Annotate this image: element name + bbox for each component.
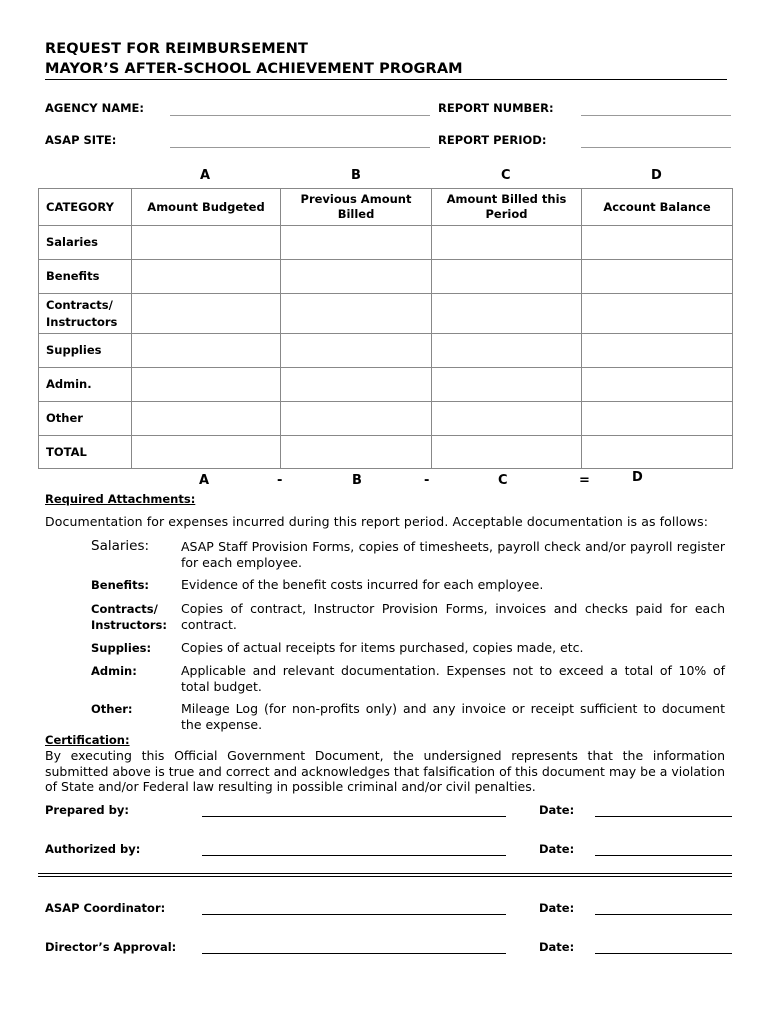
cell-admin-d[interactable] bbox=[582, 368, 733, 402]
table-header-row bbox=[39, 189, 733, 226]
authorized-by-date-line[interactable] bbox=[595, 855, 732, 856]
attachment-label-contracts: Contracts/ Instructors: bbox=[91, 602, 167, 632]
formula-c: C bbox=[498, 473, 508, 488]
divider-bottom-rule bbox=[38, 876, 732, 877]
cell-contracts-a[interactable] bbox=[132, 294, 281, 334]
cell-supplies-b[interactable] bbox=[281, 334, 432, 368]
row-label-total: TOTAL bbox=[39, 436, 132, 469]
asap-coordinator-signature-line[interactable] bbox=[202, 914, 506, 915]
cell-salaries-c[interactable] bbox=[432, 226, 582, 260]
cell-other-c[interactable] bbox=[432, 402, 582, 436]
agency-name-label: AGENCY NAME: bbox=[45, 101, 145, 115]
attachment-text-admin: Applicable and relevant documentation. Expenses not to exceed a total of 10% of total budget. bbox=[181, 663, 725, 694]
table-row bbox=[39, 402, 733, 436]
cell-total-d[interactable] bbox=[582, 436, 733, 469]
attachment-label-admin: Admin: bbox=[91, 664, 137, 678]
table-row bbox=[39, 334, 733, 368]
cell-contracts-b[interactable] bbox=[281, 294, 432, 334]
directors-approval-label: Director’s Approval: bbox=[45, 940, 177, 954]
formula-b: B bbox=[352, 473, 362, 488]
cell-other-a[interactable] bbox=[132, 402, 281, 436]
row-label-salaries: Salaries bbox=[39, 226, 132, 260]
column-letter-c: C bbox=[501, 168, 511, 183]
cell-supplies-a[interactable] bbox=[132, 334, 281, 368]
cell-total-b[interactable] bbox=[281, 436, 432, 469]
cell-supplies-c[interactable] bbox=[432, 334, 582, 368]
directors-approval-date-line[interactable] bbox=[595, 953, 732, 954]
cell-total-c[interactable] bbox=[432, 436, 582, 469]
cell-benefits-b[interactable] bbox=[281, 260, 432, 294]
cell-salaries-d[interactable] bbox=[582, 226, 733, 260]
certification-heading: Certification: bbox=[45, 733, 130, 747]
asap-coordinator-date-label: Date: bbox=[539, 901, 575, 915]
cell-supplies-d[interactable] bbox=[582, 334, 733, 368]
formula-a: A bbox=[199, 473, 210, 488]
table-row bbox=[39, 226, 733, 260]
row-label-supplies: Supplies bbox=[39, 334, 132, 368]
prepared-by-date-label: Date: bbox=[539, 803, 575, 817]
attachment-text-benefits: Evidence of the benefit costs incurred for each employee. bbox=[181, 577, 544, 592]
row-label-other: Other bbox=[39, 402, 132, 436]
row-label-admin: Admin. bbox=[39, 368, 132, 402]
header-previous-amount-billed: Previous Amount Billed bbox=[281, 189, 432, 226]
authorized-by-label: Authorized by: bbox=[45, 842, 141, 856]
header-amount-budgeted: Amount Budgeted bbox=[132, 189, 281, 226]
table-row bbox=[39, 260, 733, 294]
asap-site-label: ASAP SITE: bbox=[45, 133, 117, 147]
formula-minus-1: - bbox=[277, 473, 283, 488]
agency-name-field[interactable] bbox=[170, 115, 430, 116]
prepared-by-label: Prepared by: bbox=[45, 803, 129, 817]
header-account-balance: Account Balance bbox=[582, 189, 733, 226]
attachment-label-other: Other: bbox=[91, 702, 133, 716]
formula-d: D bbox=[632, 470, 643, 485]
required-attachments-heading: Required Attachments: bbox=[45, 492, 196, 506]
divider-top-rule bbox=[38, 873, 732, 874]
asap-coordinator-label: ASAP Coordinator: bbox=[45, 901, 166, 915]
attachment-label-salaries: Salaries: bbox=[91, 538, 150, 554]
prepared-by-signature-line[interactable] bbox=[202, 816, 506, 817]
report-period-label: REPORT PERIOD: bbox=[438, 133, 547, 147]
cell-total-a[interactable] bbox=[132, 436, 281, 469]
cell-other-b[interactable] bbox=[281, 402, 432, 436]
cell-admin-c[interactable] bbox=[432, 368, 582, 402]
formula-equals: = bbox=[579, 473, 590, 488]
cell-benefits-c[interactable] bbox=[432, 260, 582, 294]
asap-site-field[interactable] bbox=[170, 147, 430, 148]
title-rule bbox=[45, 79, 727, 80]
authorized-by-signature-line[interactable] bbox=[202, 855, 506, 856]
certification-text: By executing this Official Government Document, the undersigned represents that the information submitted above is true and correct and acknowledges that falsification of this document may be a violation of State and/or Federal law resulting in possible criminal and/or civil penalties. bbox=[45, 748, 725, 794]
report-number-field[interactable] bbox=[581, 115, 731, 116]
column-letter-d: D bbox=[651, 168, 662, 183]
column-letter-a: A bbox=[200, 168, 211, 183]
report-number-label: REPORT NUMBER: bbox=[438, 101, 554, 115]
directors-approval-signature-line[interactable] bbox=[202, 953, 506, 954]
attachment-text-contracts: Copies of contract, Instructor Provision Forms, invoices and checks paid for each contract. bbox=[181, 601, 725, 632]
cell-contracts-c[interactable] bbox=[432, 294, 582, 334]
authorized-by-date-label: Date: bbox=[539, 842, 575, 856]
column-letter-b: B bbox=[351, 168, 361, 183]
cell-benefits-d[interactable] bbox=[582, 260, 733, 294]
cell-admin-b[interactable] bbox=[281, 368, 432, 402]
attachment-text-salaries: ASAP Staff Provision Forms, copies of timesheets, payroll check and/or payroll register for each employee. bbox=[181, 539, 725, 570]
cell-salaries-b[interactable] bbox=[281, 226, 432, 260]
table-row bbox=[39, 436, 733, 469]
row-label-benefits: Benefits bbox=[39, 260, 132, 294]
expense-table bbox=[38, 188, 733, 469]
attachment-text-supplies: Copies of actual receipts for items purchased, copies made, etc. bbox=[181, 640, 584, 655]
attachments-intro: Documentation for expenses incurred during this report period. Acceptable documentation is as follows: bbox=[45, 514, 709, 529]
cell-benefits-a[interactable] bbox=[132, 260, 281, 294]
attachment-label-benefits: Benefits: bbox=[91, 578, 150, 592]
cell-salaries-a[interactable] bbox=[132, 226, 281, 260]
table-row bbox=[39, 294, 733, 334]
attachment-text-other: Mileage Log (for non-profits only) and any invoice or receipt sufficient to document the expense. bbox=[181, 701, 725, 732]
cell-contracts-d[interactable] bbox=[582, 294, 733, 334]
form-title-line2: MAYOR’S AFTER-SCHOOL ACHIEVEMENT PROGRAM bbox=[45, 61, 463, 77]
row-label-contracts: Contracts/ Instructors bbox=[39, 294, 132, 334]
form-title-line1: REQUEST FOR REIMBURSEMENT bbox=[45, 41, 308, 57]
table-row bbox=[39, 368, 733, 402]
attachment-label-supplies: Supplies: bbox=[91, 641, 152, 655]
cell-admin-a[interactable] bbox=[132, 368, 281, 402]
cell-other-d[interactable] bbox=[582, 402, 733, 436]
prepared-by-date-line[interactable] bbox=[595, 816, 732, 817]
asap-coordinator-date-line[interactable] bbox=[595, 914, 732, 915]
header-category: CATEGORY bbox=[39, 189, 132, 226]
header-amount-billed-this-period: Amount Billed this Period bbox=[432, 189, 582, 226]
directors-approval-date-label: Date: bbox=[539, 940, 575, 954]
report-period-field[interactable] bbox=[581, 147, 731, 148]
formula-minus-2: - bbox=[424, 473, 430, 488]
